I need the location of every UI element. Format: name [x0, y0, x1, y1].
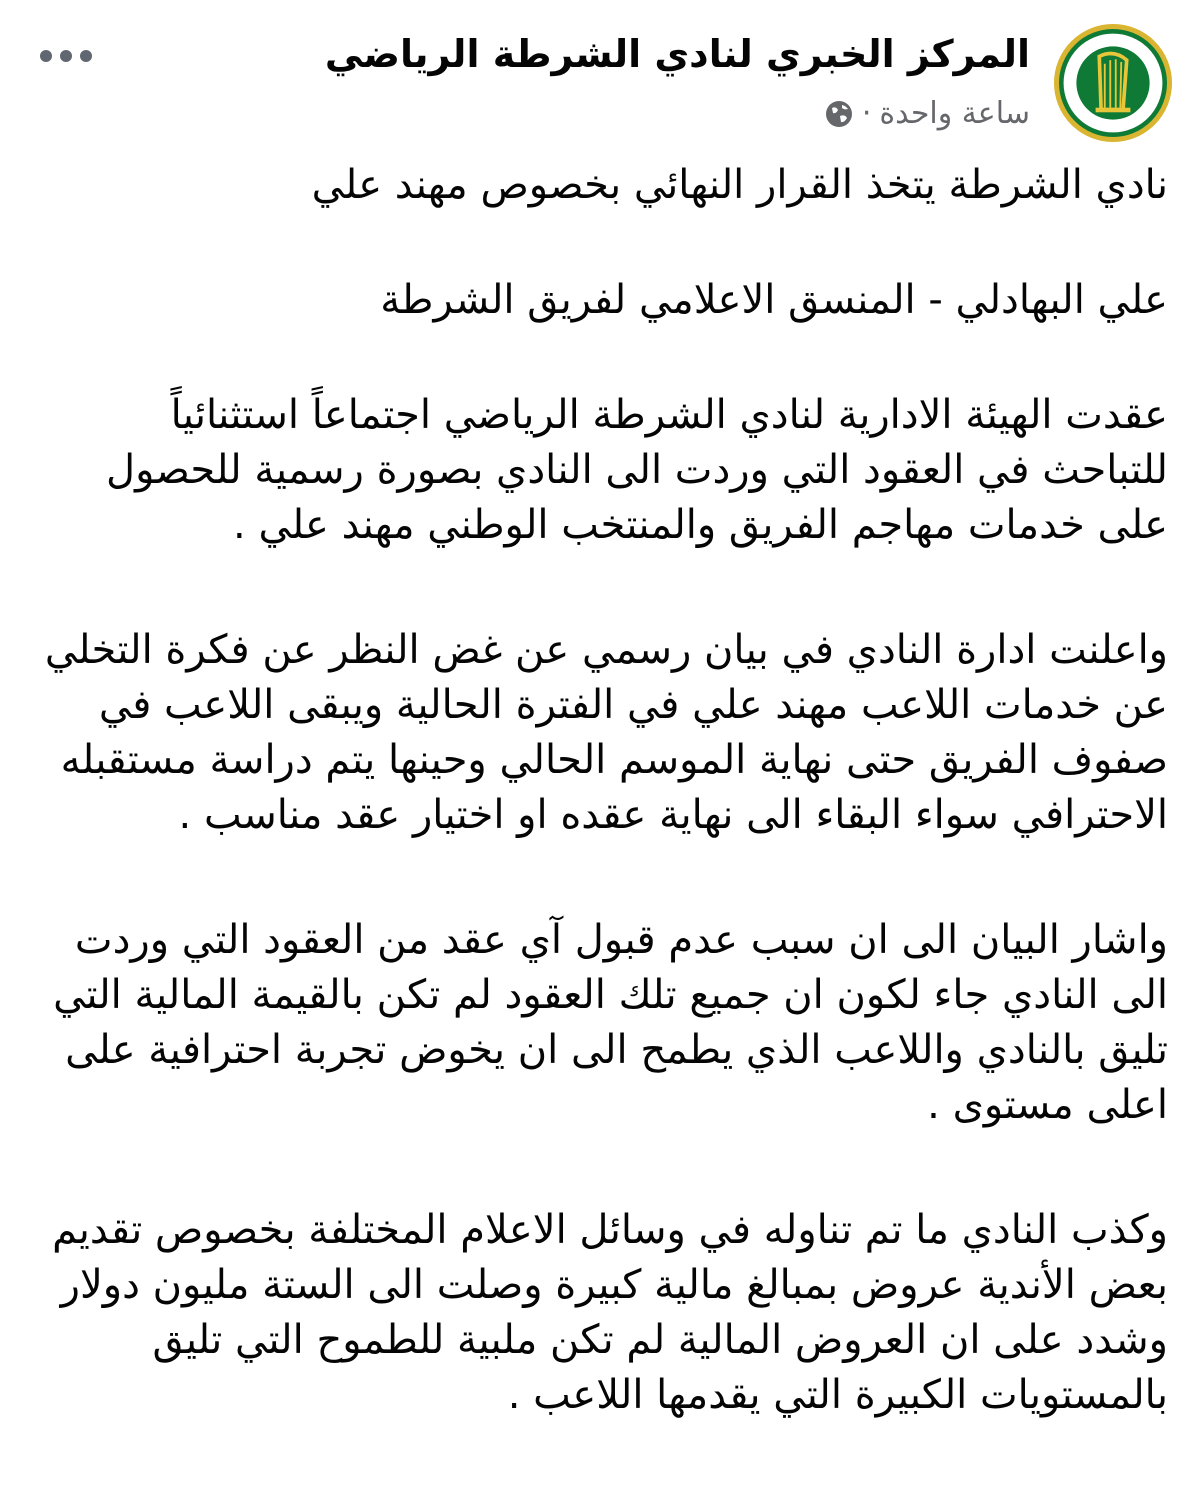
globe-icon[interactable] [824, 99, 854, 129]
more-options-button[interactable] [40, 44, 100, 68]
meta-separator: · [861, 96, 872, 131]
more-options-icon [60, 50, 72, 62]
post-paragraph: واشار البيان الى ان سبب عدم قبول آي عقد من العقود التي وردت الى النادي جاء لكون ان جميع تلك العقود لم تكن بالقيمة المالية التي تليق بالنادي واللاعب الذي يطمح الى ان يخوض تجربة احترافية على اعلى مستوى . [53, 917, 1168, 1128]
more-options-icon [80, 50, 92, 62]
post-paragraph: وكذب النادي ما تم تناوله في وسائل الاعلام المختلفة بخصوص تقديم بعض الأندية عروض بمبالغ مالية كبيرة وصلت الى الستة مليون دولار وشدد على ان العروض المالية لم تكن ملبية للطموح التي تليق بالمستويات الكبيرة التي يقدمها اللاعب . [52, 1207, 1168, 1418]
post-paragraph: عقدت الهيئة الادارية لنادي الشرطة الرياضي اجتماعاً استثنائياً للتباحث في العقود التي وردت الى النادي بصورة رسمية للحصول على خدمات مهاجم الفريق والمنتخب الوطني مهند علي . [106, 392, 1168, 548]
post-headline: نادي الشرطة يتخذ القرار النهائي بخصوص مهند علي [311, 162, 1168, 208]
post-text [40, 158, 1168, 1493]
more-options-icon [40, 50, 52, 62]
page-name-link[interactable]: المركز الخبري لنادي الشرطة الرياضي [324, 32, 1030, 76]
post-timestamp[interactable]: ساعة واحدة [879, 96, 1030, 131]
post-meta [824, 96, 1030, 131]
post-header [28, 18, 1172, 138]
post-byline: علي البهادلي - المنسق الاعلامي لفريق الشرطة [380, 277, 1168, 323]
page-avatar[interactable] [1054, 24, 1172, 142]
club-logo-harp-icon [1059, 29, 1167, 137]
post-paragraph: واعلنت ادارة النادي في بيان رسمي عن غض النظر عن فكرة التخلي عن خدمات اللاعب مهند علي في الفترة الحالية ويبقى اللاعب في صفوف الفريق حتى نهاية الموسم الحالي وحينها يتم دراسة مستقبله الاحترافي سواء البقاء الى نهاية عقده او اختيار عقد مناسب . [44, 627, 1168, 838]
